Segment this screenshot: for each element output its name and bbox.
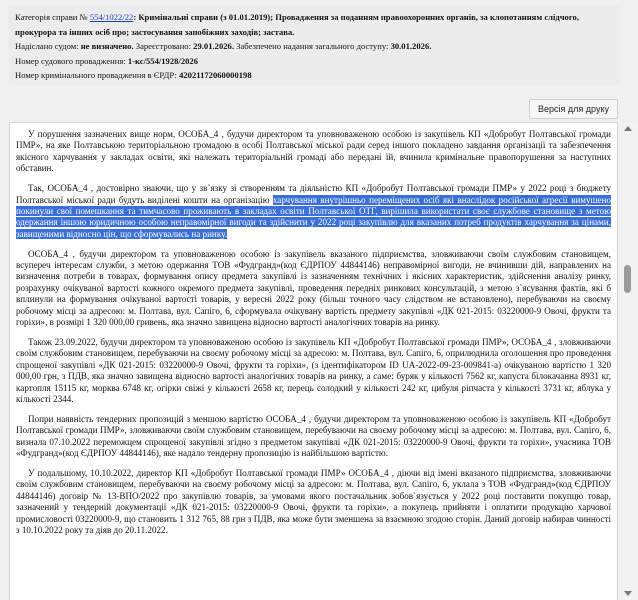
document-paragraph-1: У порушення зазначених вище норм, ОСОБА_4 , будучи директором та уповноваженою особою із закупівель КП «Добробут Полтавської громади ПМР», на яке Полтавською територіальною громадою в особі Полтавської міської ради серед іншого покладено завдання організації та забезпечення якісного харчування у закладах освіти, які належать територіальній громаді або передані їй, вчинила кримінальне правопорушення за наступних обставин. [16, 129, 611, 174]
selected-text[interactable]: харчування внутрішньо переміщених осіб які внаслідок російської агресії вимушено покинули свої помешкання та тимчасово проживають в закладах освіти Полтавської ОТГ, вирішила використати своє службове становище з метою одержання іншою юридичною особою неправомірної вигоди та здійснити у 2022 році закупівлю для вказаних потреб продуктів харчування за цінами, завищеними відносно цін, що сформувались на ринку. [16, 194, 611, 239]
scroll-down-arrow-icon[interactable] [624, 591, 632, 596]
document-viewer[interactable] [9, 122, 618, 600]
erdr-label: Номер кримінального провадження в ЄРДР: [15, 70, 177, 81]
case-category-row [15, 10, 614, 39]
access-label: Забезпечено надання загального доступу: [236, 41, 389, 52]
proceeding-value: 1-кс/554/1928/2026 [127, 55, 199, 66]
document-paragraph-4: Також 23.09.2022, будучи директором та уповноваженою особою із закупівель КП «Добробут Полтавської громади ПМР», ОСОБА_4 , зловживаючи своїм службовим становищем, перебуваючи на своєму робочому місці за адресою: м. Полтава, вул. Сапіго, 6, оприлюднила оголошення про проведення спрощеної закупівлі «ДК 021-2015: 03220000-9 Овочі, фрукти та горіхи», (з ідентифікатором ID UA-2022-09-23-009841-а) очікуваною вартістю 1 320 000,00 грн, з ПДВ, яка значно завищена відносно вартості аналогічних товарів на ринку, а саме: буряк у кількості 7562 кг, капуста білокачанна 8931 кг, картопля 15115 кг, морква 6748 кг, огірки свіжі у кількості 2658 кг, перець солодкий у кількості 242 кг, цибуля ріпчаста у кількості 3731 кг, яблука у кількості 2344. [16, 337, 611, 405]
document-paragraph-5: Попри наявність тендерних пропозицій з меншою вартістю ОСОБА_4 , будучи директором та уповноваженою особою із закупівель КП «Добробут Полтавської громади ПМР», зловживаючи своїм службовим становищем, перебуваючи на своєму робочому місці за адресою: м. Полтава, вул. Сапіго, 6, визнала 07.10.2022 переможцем спрощеної закупівлі згідно з предметом закупівлі «ДК 021-2015: 03220000-9 Овочі, фрукти та горіхи», учасника ТОВ «Фудгранд»(код ЄДРПОУ 44844146), яке надало тендерну пропозицію із найбільшою вартістю. [16, 413, 611, 459]
scrollbar[interactable] [619, 122, 638, 600]
sent-value: не визначено. [80, 41, 134, 52]
case-info-panel [9, 6, 620, 85]
proceeding-label: Номер судового провадження: [15, 55, 126, 66]
registered-value: 29.01.2026. [193, 41, 234, 52]
access-value: 30.01.2026. [390, 41, 432, 52]
erdr-row [15, 68, 614, 83]
print-version-button[interactable]: Версія для друку [529, 99, 618, 119]
case-dates-row [15, 39, 614, 54]
sent-label: Надіслано судом: [15, 41, 79, 52]
scrollbar-thumb[interactable] [624, 265, 631, 293]
document-paragraph-6: У подальшому, 10.10.2022, директор КП «Добробут Полтавської громади ПМР» ОСОБА_4 , діючи від імені вказаного підприємства, зловживаючи своїм службовим становищем, перебуваючи на своєму робочому місці за адресою: м. Полтава, вул. Сапіго, 6, уклала з ТОВ «Фудгранд»(код ЄДРПОУ 44844146) договір № 13-ВПО/2022 про закупівлю товарів, за умовами якого постачальник зобов`язується у 2022 році поставити покупцю товар, зазначений у тендерній документації «ДК 021-2015: 03220000-9 Овочі, фрукти та горіхи», а покупець прийняти і оплатити продукцію харчової промисловості 03220000-9, що становить 1 312 765, 88 грн з ПДВ, яка може бути зменшена за взаємною згодою сторін. Даний договір набирав чинності з 10.10.2022 року та діяв до 20.11.2022. [16, 468, 611, 536]
case-category-label: Категорія справи № [15, 12, 88, 22]
case-number-link[interactable]: 554/1022/22 [89, 12, 134, 22]
registered-label: Зареєстровано: [135, 41, 191, 52]
erdr-value: 42021172060000198 [179, 70, 252, 81]
paragraph-2-text: Так, ОСОБА_4 , достовірно знаючи, що у зв`язку зі створенням та діяльністю КП «Добробут Полтавської громади ПМР» у 2022 році з бюджету Полтавської міської ради будуть виділені кошти на організацію [16, 183, 611, 205]
case-category-value: : Кримінальні справи (з 01.01.2019); Провадження за поданням правоохоронних органів, за клопотанням слідчого, прокурора та інших осіб про; застосування запобіжних заходів; застава. [15, 12, 579, 37]
document-paragraph-2 [16, 183, 611, 240]
proceeding-row [15, 54, 614, 69]
document-body [10, 123, 617, 537]
scroll-up-arrow-icon[interactable] [624, 126, 632, 131]
document-paragraph-3: ОСОБА_4 , будучи директором та уповноваженою особою із закупівель вказаного підприємства, зловживаючи своїм службовим становищем, всупереч інтересам служби, з метою одержання ТОВ «Фудгранд»(код ЄДРПОУ 44844146) неправомірної вигоди, не вчинивши дій, направлених на визначення потреби в товарах, формування опису предмета закупівлі із зазначенням технічних і якісних характеристик, здійснення аналізу ринку, розрахунку очікуваної вартості кожного окремого предмета закупівлі, проведення передніх ринкових консультацій, з метою з`ясування фактів, які б вплинули на формування очікуваної вартості товарів, у вересні 2022 року (більш точного часу слідством не встановлено), перебуваючи на своєму робочому місці за адресою: м. Полтава, вул. Сапіго, 6, сформувала очікувану вартість предмету закупівлі «ДК 021-2015: 03220000-9 Овочі, фрукти та горіхи», в розмірі 1 320 000,00 гривень, яка значно завищена відносно вартості аналогічних товарів на ринку. [16, 248, 611, 328]
